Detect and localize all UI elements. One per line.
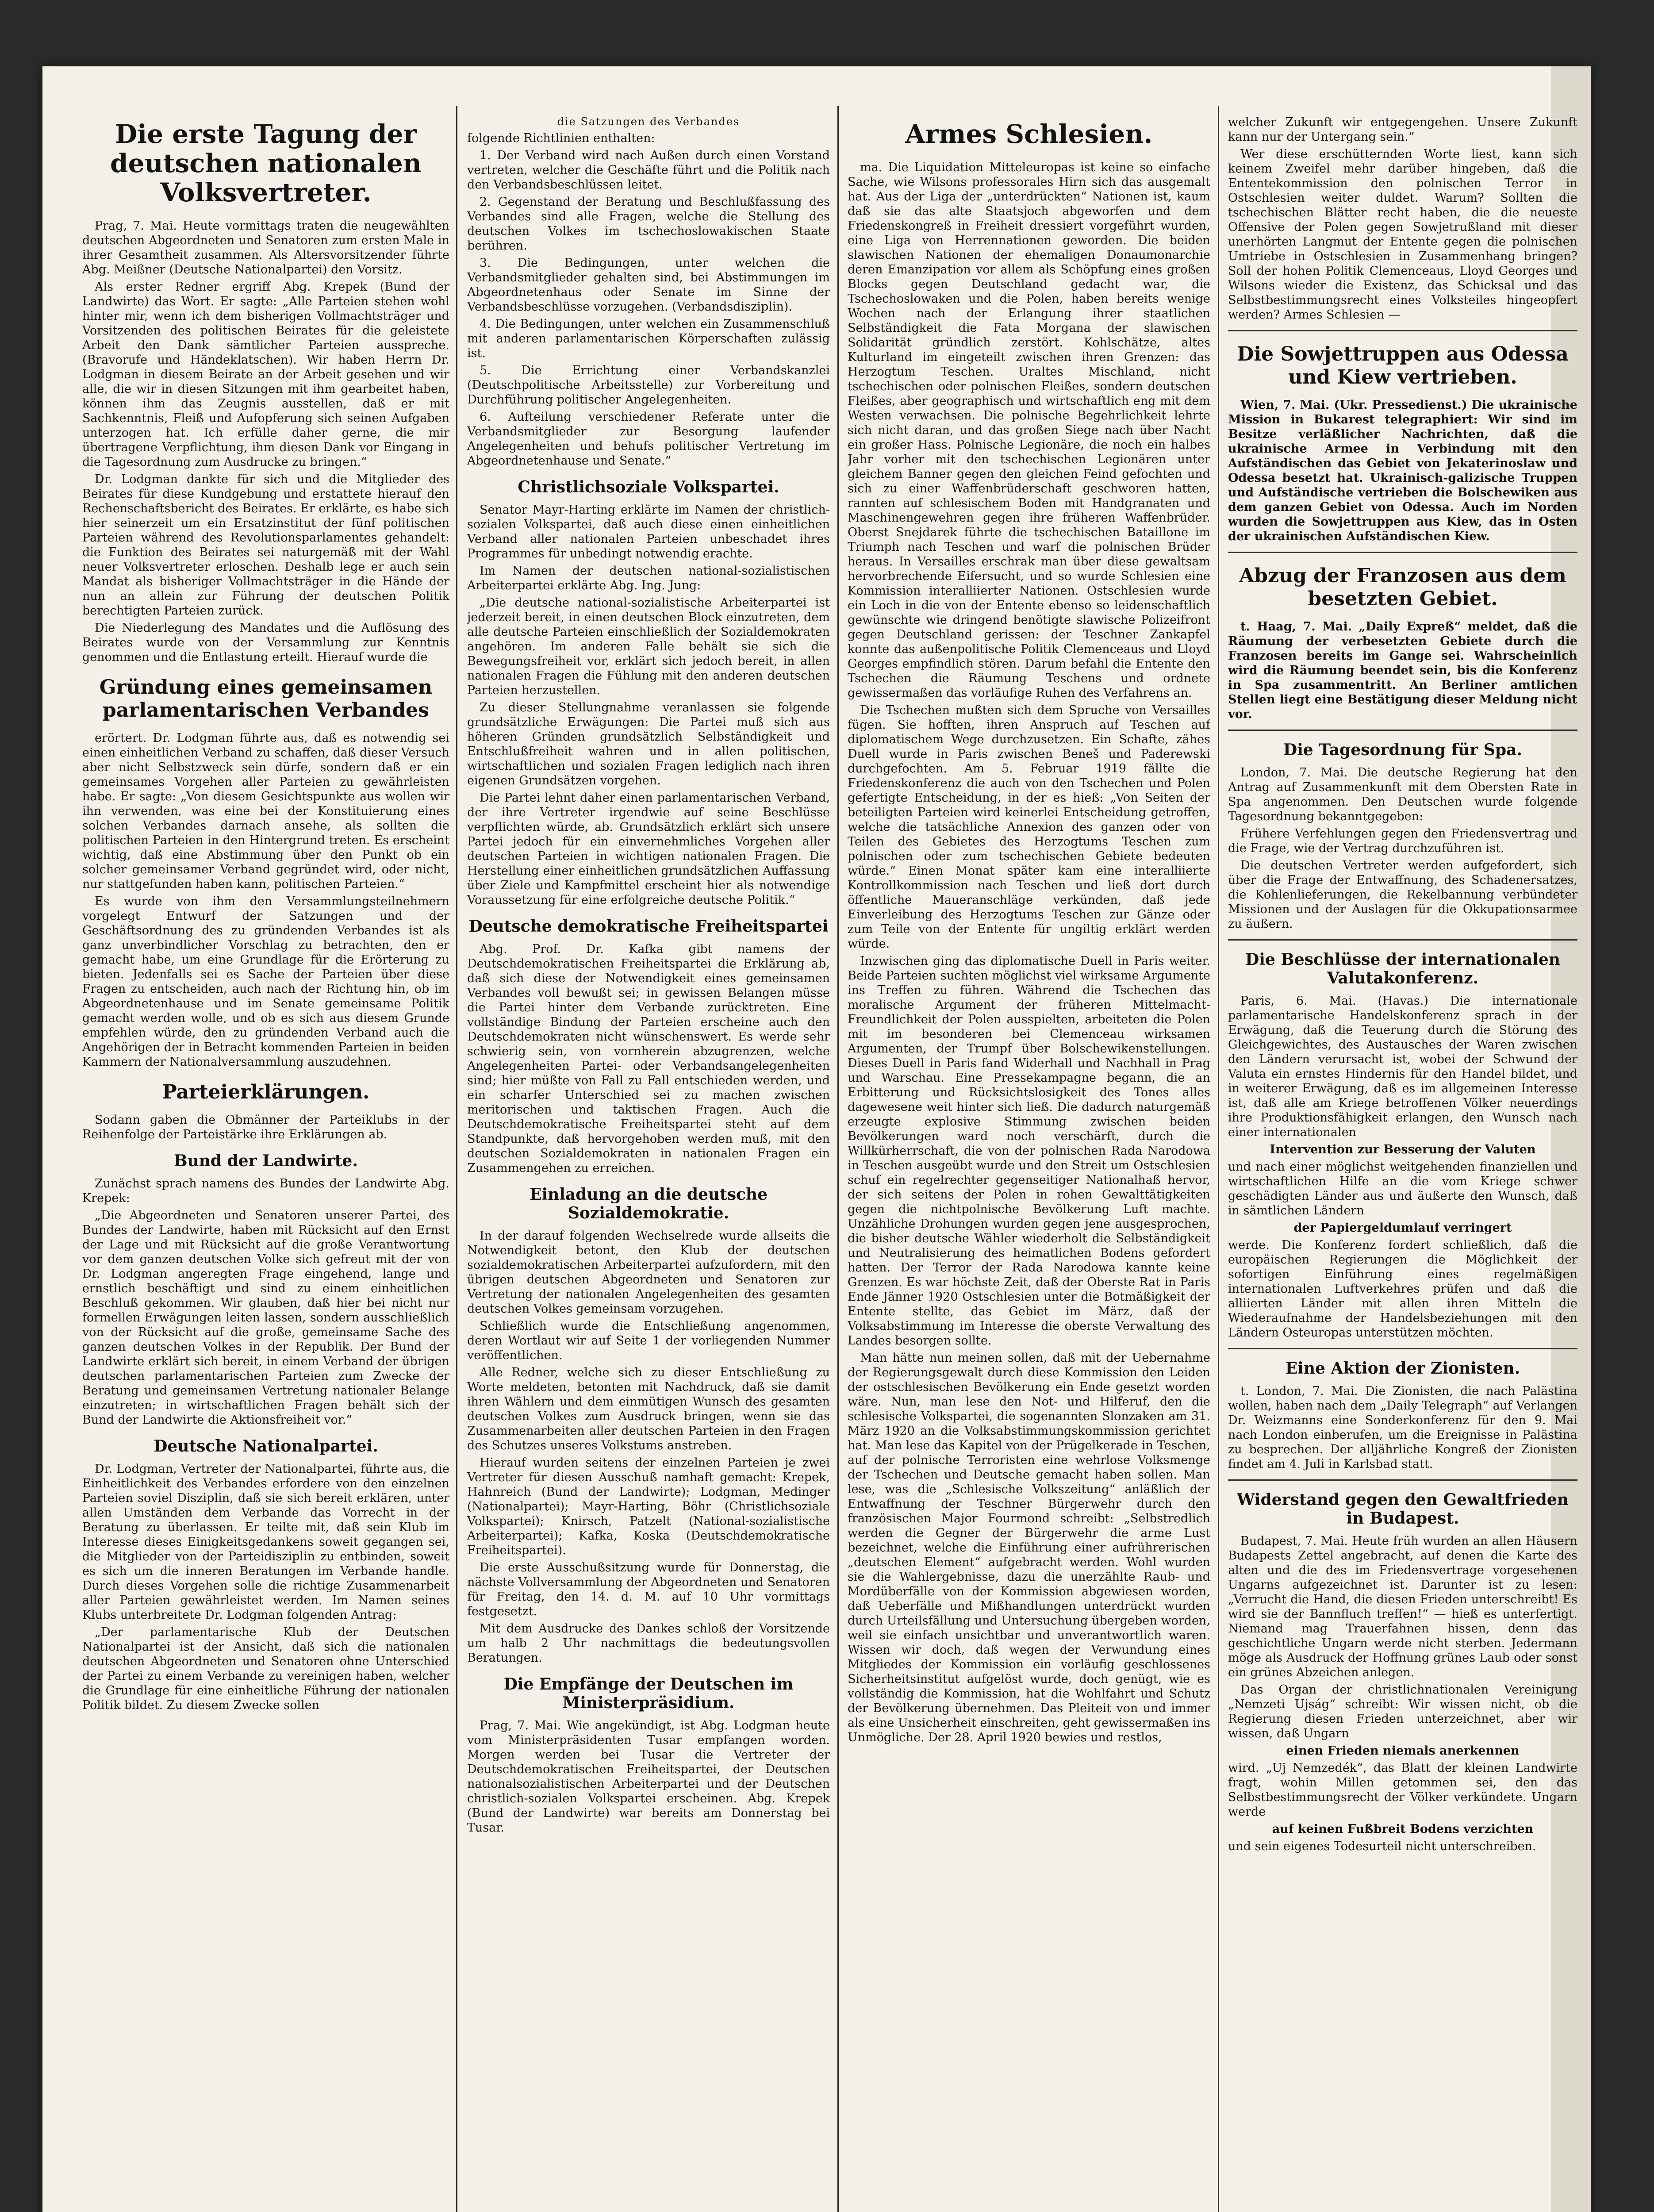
paragraph: Paris, 6. Mai. (Havas.) Die internationale parlamentarische Handelskonferenz sprach in der Erwägung, daß die Teuerung durch die Störung des Gleichgewichtes, des Austausches der Waren zwischen den Ländern verursacht ist, wobei der Schwund der Valuta ein ernstes Hindernis für den Handel bildet, und in weiterer Erwägung, daß es im allgemeinen Interesse ist, daß alle am Kriege betroffenen Völker neuerdings ihre Produktionsfähigkeit erlangen, den Wunsch nach einer internationalen xyxy=(1228,994,1577,1139)
paragraph: Schließlich wurde die Entschließung angenommen, deren Wortlaut wir auf Seite 1 der vorliegenden Nummer veröffentlichen. xyxy=(467,1319,830,1362)
paragraph: Frühere Verfehlungen gegen den Friedensvertrag und die Frage, wie der Vertrag durchzuführen ist. xyxy=(1228,827,1577,855)
divider xyxy=(1228,1479,1577,1481)
paragraph: Hierauf wurden seitens der einzelnen Parteien je zwei Vertreter für diesen Ausschuß namhaft gemacht: Krepek, Hahnreich (Bund der Landwirte); Lodgman, Medinger (Nationalpartei); Mayr-Harting, Böhr (Christlichsoziale Volkspartei); Knirsch, Patzelt (National-sozialistische Arbeiterpartei); Kafka, Koska (Deutschdemokratische Freiheitspartei). xyxy=(467,1456,830,1557)
column-rule xyxy=(456,106,457,2212)
paragraph: Budapest, 7. Mai. Heute früh wurden an allen Häusern Budapests Zettel angebracht, auf denen die Karte des alten und die des im Friedensvertrage vorgesehenen Ungarns aufgezeichnet ist. Darunter ist zu lesen: „Verrucht die Hand, die diesen Frieden unterschreibt! Es wird sie der Bannfluch treffen!“ — hieß es unterfertigt. Niemand mag Trauerfahnen hissen, denn das geschichtliche Ungarn werde nicht sterben. Jedermann möge als Ausdruck der Hoffnung grünes Laub oder sonst ein grünes Abzeichen anlegen. xyxy=(1228,1534,1577,1679)
column-rule xyxy=(837,106,839,2212)
subheading-nationalpartei: Deutsche Nationalpartei. xyxy=(154,1437,378,1455)
paragraph: ma. Die Liquidation Mitteleuropas ist keine so einfache Sache, wie Wilsons professorales Hirn sich das ausgemalt hat. Aus der Liga der „unterdrückten“ Nationen ist, kaum daß sie das alte Staatsjoch abgeworfen und dem Friedenskongreß in Freiheit dressiert vorgeführt wurden, eine Liga von Herrennationen geworden. Die beiden slawischen Nationen der ehemaligen Donaumonarchie deren Emanzipation vor allem als Schöpfung eines großen Blocks gegen Deutschland gedacht war, die Tschechoslowaken und die Polen, haben bereits wenige Wochen nach der Erlangung ihrer staatlichen Selbständigkeit die Fata Morgana der slawischen Solidarität gründlich zerstört. Kohlschätze, altes Kulturland im eingeteilt zwischen ihren Grenzen: das Herzogtum Teschen. Uraltes Mischland, nicht tschechischen oder polnischen Fleißes, sondern deutschen Fleißes, aber geographisch und wirtschaftlich eng mit dem Westen verwachsen. Die polnische Begehrlichkeit lehrte sich nicht daran, und das großen Siege nach über Nacht ein großer Hass. Polnische Legionäre, die noch ein halbes Jahr vorher mit den tschechischen Legionären unter gleichem Banner gegen den gleichen Feind gefochten und sich zu einer Waffenbrüderschaft geschworen hatten, rannten auf schlesischem Boden mit Handgranaten und Maschinengewehren gegen ihre früheren Waffenbrüder. Oberst Snejdarek führte die tschechischen Bataillone im Triumph nach Teschen und warf die polnischen Brüder heraus. In Versailles erschrak man über diese gewaltsam hervorbrechende Eifersucht, und so wurde Schlesien eine Kommission interalliierter Nationen. Ostschlesien wurde ein Loch in die von der Entente ebenso so leidenschaftlich gewünschte wie dringend benötigte slawische Polizeifront gegen Deutschland gerissen: der Teschner Zankapfel konnte das außenpolitische Politik Clemenceaus und Lloyd Georges empfindlich stören. Darum befahl die Entente den Tschechen die Räumung Teschens und ordnete gewissermaßen das vorläufige Ruhen des Verfahrens an. xyxy=(848,161,1210,700)
newspaper-page xyxy=(42,66,1591,2212)
paragraph: In der darauf folgenden Wechselrede wurde allseits die Notwendigkeit betont, den Klub der deutschen sozialdemokratischen Arbeiterpartei aufzufordern, mit den übrigen deutschen Abgeordneten und Senatoren zur Vertretung der nationalen Angelegenheiten des gesamten deutschen Volkes gemeinsam vorzugehen. xyxy=(467,1229,830,1316)
paragraph: 3. Die Bedingungen, unter welchen die Verbandsmitglieder gehalten sind, bei Abstimmungen im Abgeordnetenhaus oder Senate im Sinne der Verbandsbeschlüsse vorzugehen. (Verbandsdisziplin). xyxy=(467,256,830,314)
paragraph: und nach einer möglichst weitgehenden finanziellen und wirtschaftlichen Hilfe an die vom Kriege schwer geschädigten Länder aus und äußerte den Wunsch, daß in sämtlichen Ländern xyxy=(1228,1160,1577,1217)
paragraph: Zu dieser Stellungnahme veranlassen sie folgende grundsätzliche Erwägungen: Die Partei muß sich aus höheren Gründen grundsätzlich Selbständigkeit und Entschlußfreiheit wahren und in allen politischen, wirtschaftlichen und sozialen Fragen lediglich nach ihren eigenen Grundsätzen vorgehen. xyxy=(467,701,830,787)
paragraph: Die deutschen Vertreter werden aufgefordert, sich über die Frage der Entwaffnung, des Schadenersatzes, die Kohlenlieferungen, die Rekelbannung verbündeter Missionen und der Auslagen für die Okkupationsarmee zu äußern. xyxy=(1228,859,1577,931)
paragraph: „Die Abgeordneten und Senatoren unserer Partei, des Bundes der Landwirte, haben mit Rücksicht auf den Ernst der Lage und mit Rücksicht auf die große Verantwortung vor dem ganzen deutschen Volke sich gefreut mit der von Dr. Lodgman angeregten Frage eingehend, lange und ernstlich beschäftigt und sind zu einem einheitlichen Beschluß gekommen. Wir glauben, daß hier bei nicht nur formellen Erwägungen leiten lassen, sondern ausschließlich von der Rücksicht auf die große, gemeinsame Sache des ganzen deutschen Volkes in der Republik. Der Bund der Landwirte erklärt sich bereit, in einem Verband der übrigen deutschen parlamentarischen Parteien zum Zwecke der Beratung und gemeinsamen Vertretung nationaler Belange einzutreten; in wirtschaftlichen Fragen behält sich der Bund der Landwirte die Aktionsfreiheit vor.“ xyxy=(82,1209,449,1427)
divider xyxy=(1228,552,1577,553)
paragraph: Dr. Lodgman, Vertreter der Nationalpartei, führte aus, die Einheitlichkeit des Verbandes erfordere von den einzelnen Parteien soviel Disziplin, daß sie sich bereit erklären, unter allen Umständen dem Verbande das Vorrecht in der Beratung zu überlassen. Er teilte mit, daß sein Klub im Interesse dieses Einigkeitsgedankens soweit gegangen sei, die Mitglieder von der Parteidisziplin zu entbinden, soweit es sich um die inneren Beratungen im Verbande handle. Durch dieses Vorgehen solle die richtige Zusammenarbeit aller Parteien gewährleistet werden. Im Namen seines Klubs unterbreitete Dr. Lodgman folgenden Antrag: xyxy=(82,1462,449,1622)
paragraph: wird. „Uj Nemzedék“, das Blatt der kleinen Landwirte fragt, wohin Millen getommen sei, den das Selbstbestimmungsrecht der Völker verkündete. Ungarn werde xyxy=(1228,1761,1577,1819)
headline-sowjettruppen: Die Sowjettruppen aus Odessa und Kiew vertrieben. xyxy=(1237,343,1569,388)
paragraph: und sein eigenes Todesurteil nicht unterschreiben. xyxy=(1228,1839,1536,1853)
paragraph: London, 7. Mai. Die deutsche Regierung hat den Antrag auf Zusammenkunft mit dem Obersten Rate in Spa angenommen. Den Deutschen wurde folgende Tagesordnung bekanntgegeben: xyxy=(1228,766,1577,823)
column-2 xyxy=(467,115,830,2212)
paragraph: Wer diese erschütternden Worte liest, kann sich keinem Zweifel mehr darüber hingeben, daß die Ententekommission den polnischen Terror in Ostschlesien weiter duldet. Warum? Sollten die tschechischen Blätter recht haben, die die neueste Offensive der Polen gegen Sowjetrußland mit dieser unerhörten Langmut der Entente gegen die polnischen Umtriebe in Ostschlesien in Zusammenhang bringen? Soll der hohen Politik Clemenceaus, Lloyd Georges und Wilsons wieder die Existenz, das Schicksal und das Selbstbestimmungsrecht eines Volksteiles hingeopfert werden? Armes Schlesien — xyxy=(1228,147,1577,322)
paragraph: 1. Der Verband wird nach Außen durch einen Vorstand vertreten, welcher die Geschäfte führt und die Politik nach den Verbandsbeschlüssen leitet. xyxy=(467,149,830,192)
paragraph: Im Namen der deutschen national-sozialistischen Arbeiterpartei erklärte Abg. Ing. Jung: xyxy=(467,564,830,592)
divider xyxy=(1228,1348,1577,1349)
paragraph: Die Partei lehnt daher einen parlamentarischen Verband, der ihre Vertreter irgendwie auf seine Beschlüsse verpflichten würde, ab. Grundsätzlich erklärt sich unsere Partei jedoch für ein einvernehmliches Vorgehen aller deutschen Parteien in wichtigen nationalen Fragen. Die Herstellung einer einheitlichen grundsätzlichen Auffassung über Ziele und Kampfmittel erscheint hier als notwendige Voraussetzung für eine erfolgreiche deutsche Politik.“ xyxy=(467,791,830,907)
paragraph: folgende Richtlinien enthalten: xyxy=(467,131,655,145)
headline-tagung: Die erste Tagung der deutschen nationalen Volksvertreter. xyxy=(110,119,422,207)
paragraph: „Die deutsche national-sozialistische Arbeiterpartei ist jederzeit bereit, in einen deutschen Block einzutreten, dem alle deutsche Parteien einschließlich der Sozialdemokraten angehören. Im anderen Falle behält sie sich die Bewegungsfreiheit vor, erklärt sich jedoch bereit, in allen nationalen Fragen die Fühlung mit den anderen deutschen Parteien herzustellen. xyxy=(467,596,830,697)
paragraph: Inzwischen ging das diplomatische Duell in Paris weiter. Beide Parteien suchten möglichst viel wirksame Argumente ins Treffen zu führen. Während die Tschechen das moralische Argument der früheren Mittelmacht-Freundlichkeit der Polen ausspielten, arbeiteten die Polen mit im besonderen bei Clemenceau wirksamen Argumenten, der Trumpf über Bolschewikenstellungen. Dieses Duell in Paris fand Widerhall und Nachhall in Prag und Warschau. Eine Pressekampagne begann, die an Erbitterung und Rücksichtslosigkeit des Tones alles dagewesene weit hinter sich ließ. Die dadurch naturgemäß erzeugte explosive Stimmung zwischen beiden Bevölkerungen ward noch verschärft, durch die Willkürherrschaft, die von der polnischen Rada Narodowa in Teschen ausgeübt wurde und den Streit um Ostschlesien schuf ein regelrechter gegenseitiger Nationalhaß hervor, der sich seitens der Polen in rohen Gewalttätigkeiten gegen die nichtpolnische Bevölkerung Luft machte. Unzähliche Drohungen wurden gegen jene ausgesprochen, die bisher deutsche Wähler wiederholt die Selbständigkeit und Neutralisierung des heimatlichen Bodens gefordert hatten. Der Terror der Rada Narodowa kannte keine Grenzen. Es war höchste Zeit, daß der Oberste Rat in Paris Ende Jänner 1920 Ostschlesien unter die Botmäßigkeit der Entente stellte, das Gebiet im März, daß der Volksabstimmung im Interesse die oberste Verwaltung des Landes besorgen sollte. xyxy=(848,954,1210,1348)
divider xyxy=(1228,730,1577,731)
paragraph: Wien, 7. Mai. (Ukr. Pressedienst.) Die ukrainische Mission in Bukarest telegraphiert: Wir sind im Besitze verläßlicher Nachrichten, daß die ukrainische Armee in Verbindung mit den Aufständischen das Gebiet von Jekaterinoslaw und Odessa besetzt hat. Ukrainisch-galizische Truppen und Aufständische vertrieben die Bolschewiken aus dem ganzen Gebiet von Odessa. Auch im Norden wurden die Sowjettruppen aus Kiew, das in Osten der ukrainischen Aufständischen Kiew. xyxy=(1228,398,1577,543)
paragraph: Dr. Lodgman dankte für sich und die Mitglieder des Beirates für diese Kundgebung und erstattete hierauf den Rechenschaftsbericht des Beirates. Er erklärte, es habe sich hier seinerzeit um ein Ersatzinstitut der fünf politischen Parteien während des Revolutionsparlamentes gehandelt: die Funktion des Beirates sei naturgemäß mit der Wahl neuer Volksvertreter erloschen. Deshalb lege er auch sein Mandat als bisheriger Vollmachtsträger in die Hände der nun an allein zur Führung der deutschen Politik berechtigten Parteien zurück. xyxy=(82,472,449,618)
paragraph: Prag, 7. Mai. Wie angekündigt, ist Abg. Lodgman heute vom Ministerpräsidenten Tusar empfangen worden. Morgen werden bei Tusar die Vertreter der Deutschdemokratischen Freiheitspartei, der Deutschen nationalsozialistischen Arbeiterpartei und der Deutschen christlich-sozialen Volkspartei erscheinen. Abg. Krepek (Bund der Landwirte) war bereits am Donnerstag bei Tusar. xyxy=(467,1719,830,1835)
paragraph: 6. Aufteilung verschiedener Referate unter die Verbandsmitglieder zur Besorgung laufender Angelegenheiten und behufs politischer Vertretung im Abgeordnetenhause und Senate.“ xyxy=(467,410,830,468)
divider xyxy=(1228,330,1577,331)
paragraph: Die erste Ausschußsitzung wurde für Donnerstag, die nächste Vollversammlung der Abgeordneten und Senatoren für Freitag, den 14. d. M. auf 10 Uhr vormittags festgesetzt. xyxy=(467,1561,830,1618)
column-3 xyxy=(848,115,1210,2212)
paragraph: t. Haag, 7. Mai. „Daily Expreß“ meldet, daß die Räumung der verbesetzten Gebiete durch die Franzosen bereits im Gange sei. Wahrscheinlich wird die Räumung beendet sein, bis die Konferenz in Spa zusammentritt. An Berliner amtlichen Stellen liegt eine Bestätigung dieser Meldung nicht vor. xyxy=(1228,620,1577,721)
divider xyxy=(1228,939,1577,941)
paragraph: der Papiergeldumlauf verringert xyxy=(1293,1221,1512,1235)
paragraph: Abg. Prof. Dr. Kafka gibt namens der Deutschdemokratischen Freiheitspartei die Erklärung ab, daß sich diese der Notwendigkeit eines gemeinsamen Verbandes voll bewußt sei; in gewissen Belangen müsse die Partei hinter dem Verbande zurücktreten. Eine vollständige Bindung der Parteien erscheine auch den Deutschdemokraten nicht wünschenswert. Es werde sehr schwierig sein, von vornherein abzugrenzen, welche Angelegenheiten Partei- oder Verbandsangelegenheiten sind; hier müßte von Fall zu Fall entschieden werden, und ein scharfer Unterschied sei zu machen zwischen meritorischen und taktischen Fragen. Auch die Deutschdemokratische Freiheitspartei steht auf dem Standpunkte, daß hervorgehoben werden muß, mit den deutschen Sozialdemokraten in nationalen Fragen ein Zusammengehen zu erreichen. xyxy=(467,942,830,1175)
paragraph: auf keinen Fußbreit Bodens verzichten xyxy=(1272,1822,1534,1836)
paragraph: 5. Die Errichtung einer Verbandskanzlei (Deutschpolitische Arbeitsstelle) zur Vorbereitung und Durchführung politischer Angelegenheiten. xyxy=(467,364,830,407)
column-rule xyxy=(1218,106,1219,2212)
headline-armes-schlesien: Armes Schlesien. xyxy=(905,119,1153,149)
paragraph: t. London, 7. Mai. Die Zionisten, die nach Palästina wollen, haben nach dem „Daily Telegraph“ auf Verlangen Dr. Weizmanns eine Sonderkonferenz für den 9. Mai nach London einberufen, um die Ereignisse in Palästina zu besprechen. Der alljährliche Kongreß der Zionisten findet am 4. Juli in Karlsbad statt. xyxy=(1228,1384,1577,1471)
subheading-gruendung: Gründung eines gemeinsamen parlamentarischen Verbandes xyxy=(99,676,433,722)
headline-tagesordnung: Die Tagesordnung für Spa. xyxy=(1283,741,1522,759)
subheading-empfaenge: Die Empfänge der Deutschen im Ministerpräsidium. xyxy=(503,1675,794,1712)
paragraph: einen Frieden niemals anerkennen xyxy=(1286,1744,1520,1758)
paragraph: 4. Die Bedingungen, unter welchen ein Zusammenschluß mit anderen parlamentarischen Körperschaften zulässig ist. xyxy=(467,317,830,360)
column-1 xyxy=(82,115,449,2212)
headline-widerstand: Widerstand gegen den Gewaltfrieden in Budapest. xyxy=(1237,1490,1569,1528)
headline-zionisten: Eine Aktion der Zionisten. xyxy=(1285,1359,1520,1378)
paragraph: Senator Mayr-Harting erklärte im Namen der christlich-sozialen Volkspartei, daß auch diese einen einheitlichen Verband aller nationalen Parteien unbeschadet ihres Programmes für unbedingt notwendig erachte. xyxy=(467,503,830,561)
paragraph: welcher Zukunft wir entgegengehen. Unsere Zukunft kann nur der Untergang sein.“ xyxy=(1228,115,1577,144)
subheading-parteierklaerungen: Parteierklärungen. xyxy=(162,1081,370,1103)
paragraph: werde. Die Konferenz fordert schließlich, daß die europäischen Regierungen die Möglichkeit der sofortigen Einführung eines regelmäßigen internationalen Luftverkehres prüfen und daß die alliierten Länder mit allen ihren Mitteln die Wiederaufnahme der Handelsbeziehungen mit den Ländern Osteuropas unterstützen möchten. xyxy=(1228,1238,1577,1340)
paragraph: erörtert. Dr. Lodgman führte aus, daß es notwendig sei einen einheitlichen Verband zu schaffen, daß dieser Versuch aber nicht Selbstzweck sein dürfe, sondern daß er ein gemeinsames Vorgehen aller Parteien zu gewährleisten habe. Er sagte: „Von diesem Gesichtspunkte aus wollen wir ihn verwenden, was eine bei der Konstituierung eines solchen Verbandes darnach ansehe, als sollten die politischen Parteien in den Hintergrund treten. Es erscheint wichtig, daß eine Abstimmung über den Punkt ob ein solcher gemeinsamer Verband gegründet wird, oder nicht, nur stattgefunden haben kann, politischen Parteien.“ xyxy=(82,731,449,891)
paragraph: Das Organ der christlichnationalen Vereinigung „Nemzeti Ujság“ schreibt: Wir wissen nicht, ob die Regierung diesen Frieden unterzeichnet, aber wir wissen, daß Ungarn xyxy=(1228,1683,1577,1740)
paragraph: Man hätte nun meinen sollen, daß mit der Uebernahme der Regierungsgewalt durch diese Kommission den Leiden der ostschlesischen Bevölkerung ein Ende gesetzt worden wäre. Nun, man lese den Not- und Hilferuf, den die schlesische Volkspartei, die sogenannten Slonzaken am 31. März 1920 an die Volksabstimmungskommission gerichtet hat. Man lese das Kapitel von der Prügelkerade in Teschen, auf der polnische Terroristen eine wehrlose Volksmenge der Tschechen und Deutsche gemacht haben sollen. Man lese, was die „Schlesische Volkszeitung“ anläßlich der Entwaffnung der Teschner Bürgerwehr durch den französischen Major Fourmond schreibt: „Selbstredlich werden die Gegner der Bürgerwehr die arme Lust bezeichnet, welche die Einführung einer aufrührerischen „deutschen Element“ aufgebracht werden. Wohl wurden sie die Wahlergebnisse, dazu die unerzählte Raub- und Mordüberfälle von der Kommission abgewiesen worden, daß Ueberfälle und Mißhandlungen unterdrückt wurden durch Urteilsfällung und Untersuchung übergeben worden, weil sie einfach unsichtbar und unverantwortlich waren. Wissen wir doch, daß wegen der Verwundung eines Mitgliedes der Kommission ein vorläufig geschlossenes Sicherheitsinstitut aufgelöst wurde, doch genügt, wie es vollständig die Kommission, hat die Wohlfahrt und Schutz der Bevölkerung übernehmen. Das Pleiteit von und immer als eine Unsicherheit einschreiten, geht gewissermaßen ins Unmögliche. Der 28. April 1920 bewies und restlos, xyxy=(848,1351,1210,1744)
paragraph: „Der parlamentarische Klub der Deutschen Nationalpartei ist der Ansicht, daß sich die nationalen deutschen Abgeordneten und Senatoren ohne Unterschied der Partei zu einem Verbande zu vereinigen haben, welcher die Grundlage für eine einheitliche Führung der nationalen Politik bildet. Zu diesem Zwecke sollen xyxy=(82,1625,449,1712)
subheading-einladung: Einladung an die deutsche Sozialdemokratie. xyxy=(530,1185,768,1222)
paragraph: Alle Redner, welche sich zu dieser Entschließung zu Worte meldeten, betonten mit Nachdruck, daß sie damit ihren Wählern und dem einmütigen Wunsch des gesamten deutschen Volkes zum Ausdruck bringen, wenn sie das Zusammenarbeiten aller deutschen Parteien in den Fragen des Schutzes unseres Volkstums anstreben. xyxy=(467,1366,830,1452)
paragraph: Prag, 7. Mai. Heute vormittags traten die neugewählten deutschen Abgeordneten und Senatoren zum ersten Male in ihrer Gesamtheit zusammen. Als Altersvorsitzender führte Abg. Meißner (Deutsche Nationalpartei) den Vorsitz. xyxy=(82,219,449,276)
column-4 xyxy=(1228,115,1577,2212)
subheading-bund-der-landwirte: Bund der Landwirte. xyxy=(174,1152,358,1170)
paragraph: Mit dem Ausdrucke des Dankes schloß der Vorsitzende um halb 2 Uhr nachmittags die bedeutungsvollen Beratungen. xyxy=(467,1622,830,1665)
paragraph: Zunächst sprach namens des Bundes der Landwirte Abg. Krepek: xyxy=(82,1177,449,1205)
paragraph: Als erster Redner ergriff Abg. Krepek (Bund der Landwirte) das Wort. Er sagte: „Alle Parteien stehen wohl hinter mir, wenn ich dem bisherigen Vollmachtsträger und Vorsitzenden des politischen Beirates für die geleistete Arbeit den Dank sämtlicher Parteien ausspreche. (Bravorufe und Händeklatschen). Wir haben Herrn Dr. Lodgman in diesem Beirate an der Arbeit gesehen und wir alle, die wir in diesen Sitzungen mit ihm gearbeitet haben, können ihm das Zeugnis ausstellen, daß er mit Sachkenntnis, Fleiß und Aufopferung sich seinen Aufgaben unterzogen hat. Ich erfülle daher gerne, die mir übertragene Verpflichtung, ihm diesen Dank vor Eingang in die Tagesordnung zum Ausdrucke zu bringen.“ xyxy=(82,280,449,469)
paragraph: Die Niederlegung des Mandates und die Auflösung des Beirates wurde von der Versammlung zur Kenntnis genommen und die Entlastung erteilt. Hierauf wurde die xyxy=(82,621,449,664)
continuation-head: die Satzungen des Verbandes xyxy=(557,115,740,128)
paragraph: 2. Gegenstand der Beratung und Beschlußfassung des Verbandes sind alle Fragen, welche die Stellung des deutschen Volkes im tschechoslowakischen Staate berühren. xyxy=(467,195,830,253)
paragraph: Sodann gaben die Obmänner der Parteiklubs in der Reihenfolge der Parteistärke ihre Erklärungen ab. xyxy=(82,1113,449,1141)
headline-abzug: Abzug der Franzosen aus dem besetzten Gebiet. xyxy=(1239,565,1566,610)
subheading-christlichsoziale: Christlichsoziale Volkspartei. xyxy=(518,478,779,496)
headline-valutakonferenz: Die Beschlüsse der internationalen Valutakonferenz. xyxy=(1245,950,1560,987)
paragraph: Die Tschechen mußten sich dem Spruche von Versailles fügen. Sie hofften, ihren Anspruch auf Teschen auf diplomatischem Wege durchzusetzen. Ein Schafte, zähes Duell wurde in Paris zwischen Beneš und Paderewski durchgefochten. Am 5. Februar 1919 fällte die Friedenskonferenz die auch von den Tschechen und Polen gefertigte Entscheidung, in der es hieß: „Von Seiten der beteiligten Parteien wird keinerlei Entscheidung getroffen, welche die tatsächliche Annexion des ganzen oder von Teilen des Gebietes des Herzogtums Teschen zum polnischen oder zum tschechischen Gebiete bedeuten würde.“ Einen Monat später kam eine interalliierte Kontrollkommission nach Teschen und ließ dort durch öffentliche Maueranschläge verkünden, daß jede Einverleibung des Herzogtums Teschen zur Gänze oder zum Teile von der Entente für ungiltig erklärt werden würde. xyxy=(848,703,1210,951)
subheading-freiheitspartei: Deutsche demokratische Freiheitspartei xyxy=(468,917,829,936)
paragraph: Es wurde von ihm den Versammlungsteilnehmern vorgelegt Entwurf der Satzungen und der Geschäftsordnung des zu gründenden Verbandes ist als ganz unverbindlicher Vorschlag zu betrachten, den er gemacht habe, um eine Grundlage für die Erörterung zu bieten. Jedenfalls sei es Sache der Parteien über diese Fragen zu entscheiden, auch nach der Richtung hin, ob im Abgeordnetenhause und im Senate gemeinsame Politik gemacht werden wolle, und ob es sich aus diesem Grunde empfehlen würde, den zu gründenden Verband auch die Angehörigen der in Betracht kommenden Parteien in beiden Kammern der Nationalversammlung auszudehnen. xyxy=(82,895,449,1069)
paragraph: Intervention zur Besserung der Valuten xyxy=(1270,1143,1536,1156)
